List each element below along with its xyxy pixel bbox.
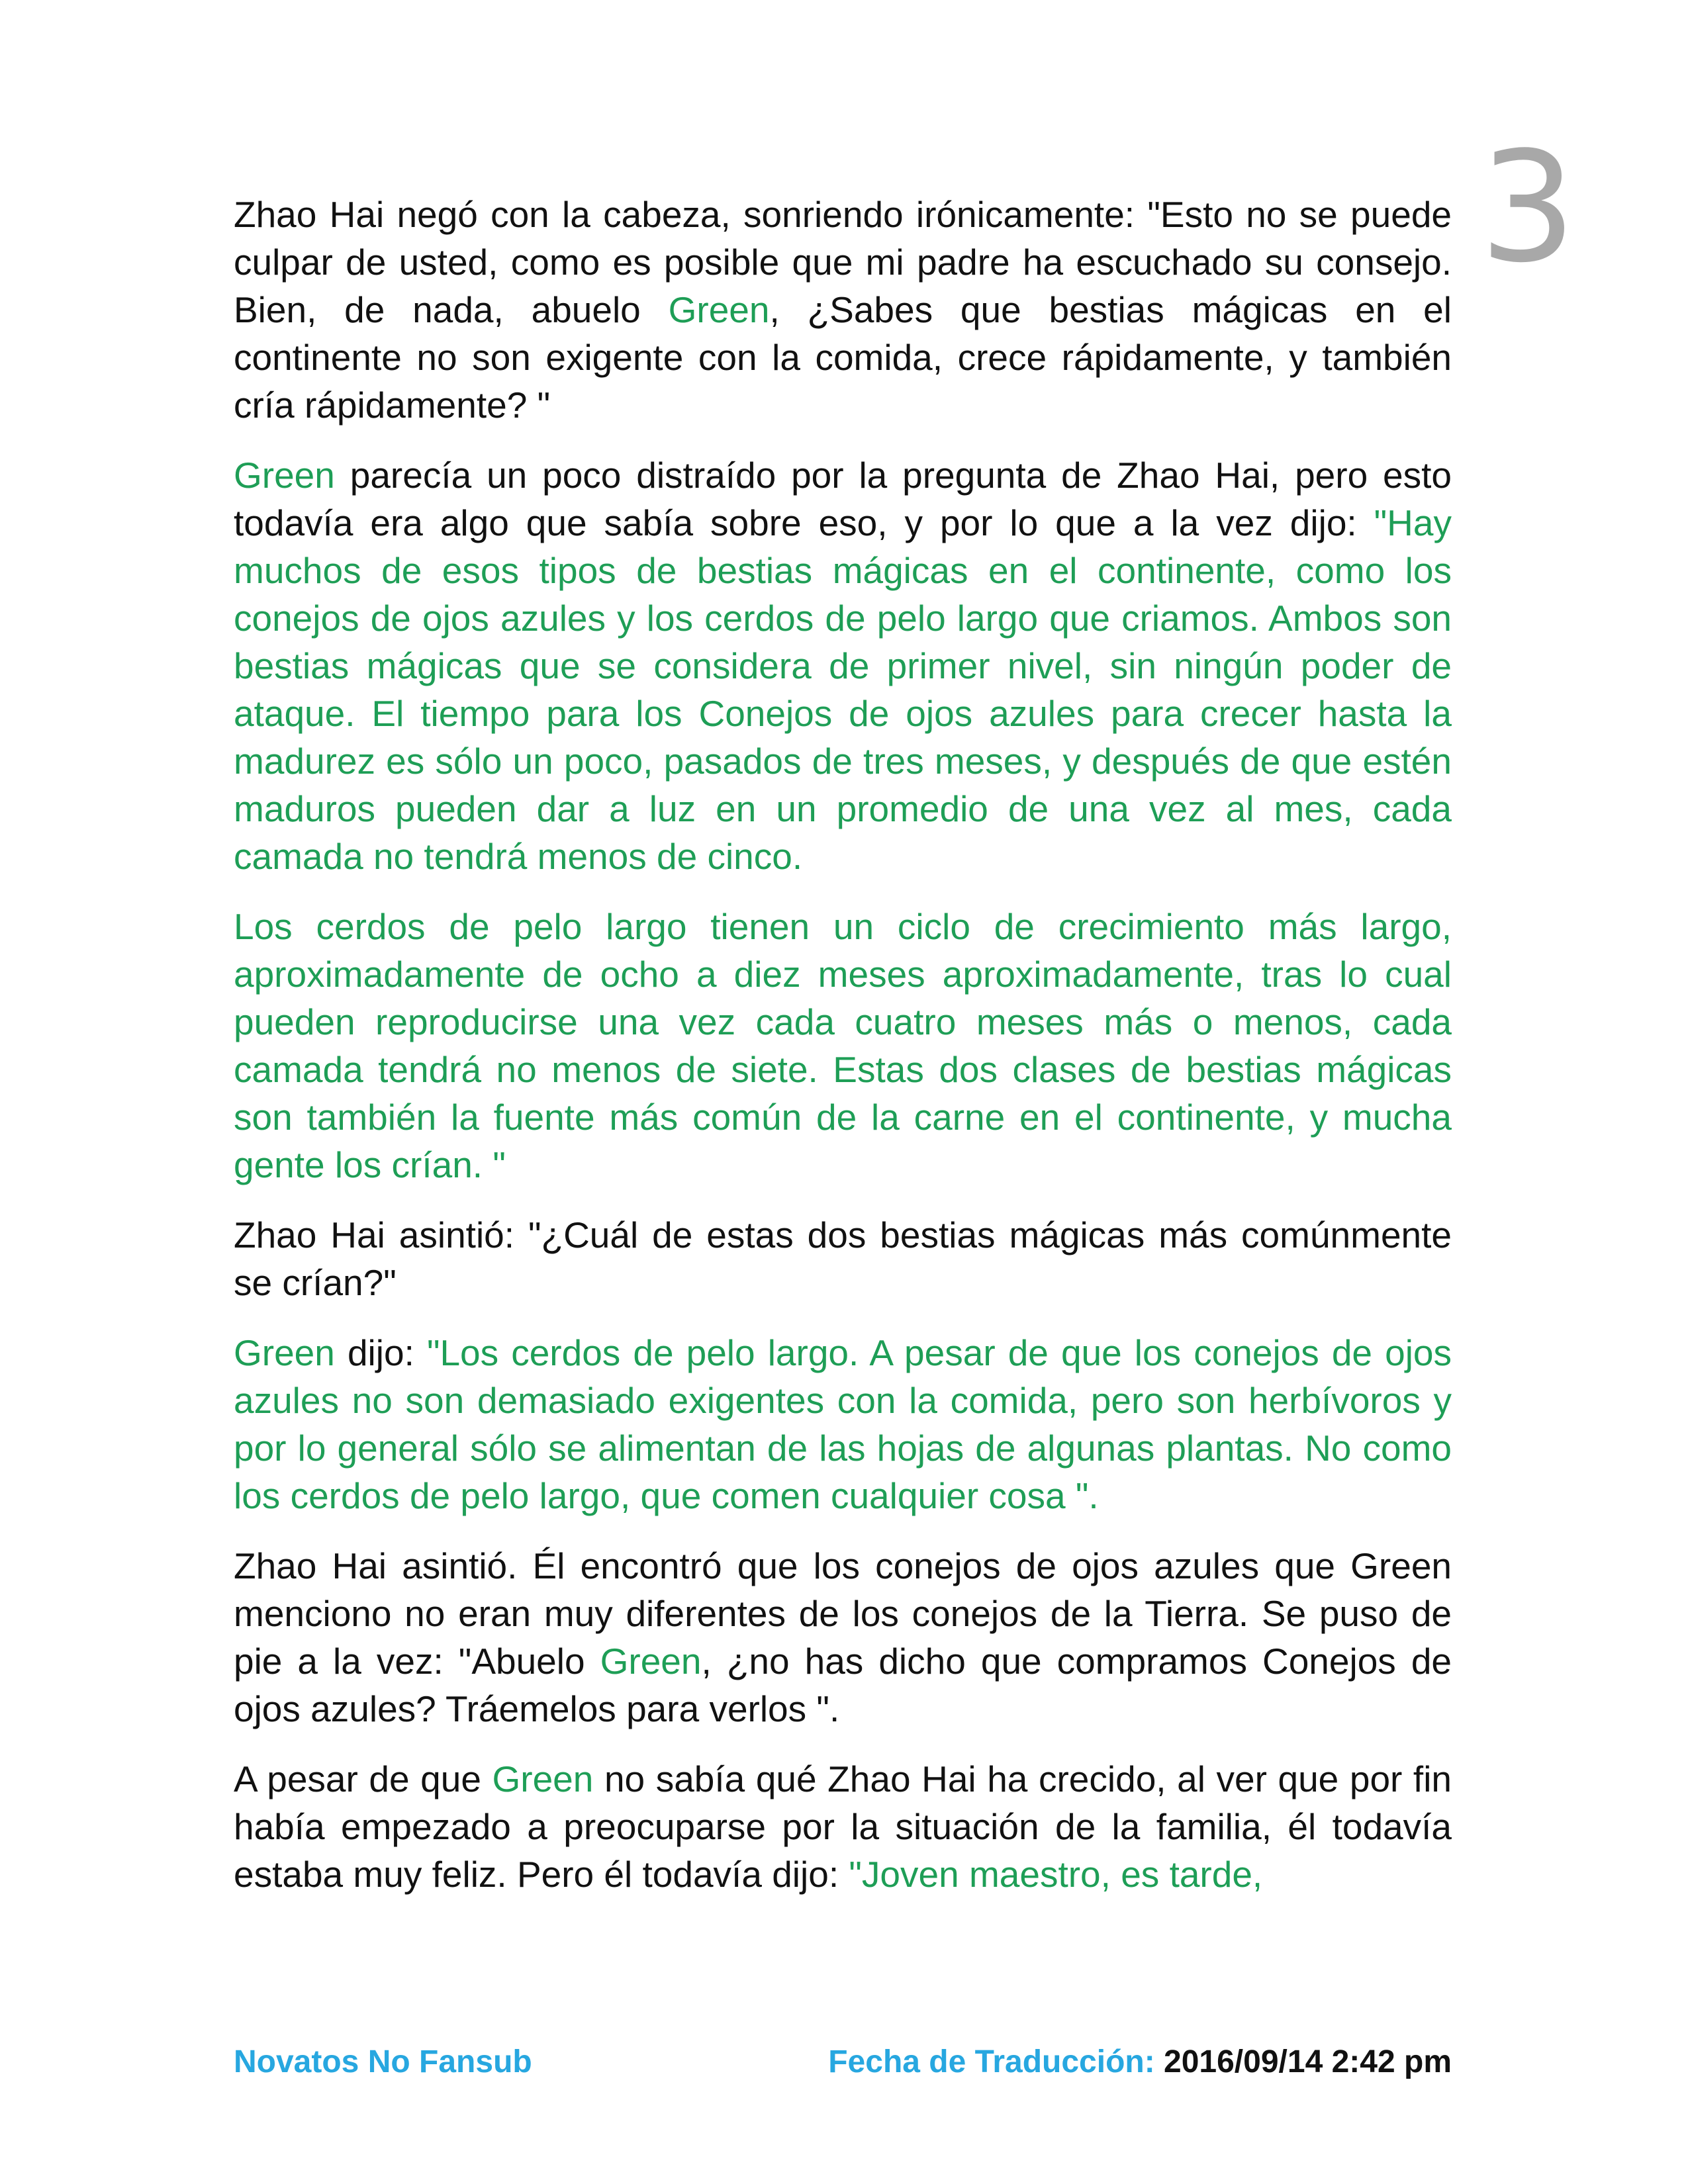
paragraph	[234, 1755, 1452, 1898]
narration-text: , ¿Sabes que bestias mágicas en el continente no son exigente con la comida, crece rápidamente, y también cría rápidamente? "	[234, 289, 1452, 426]
dialogue-text: Green	[234, 455, 335, 496]
dialogue-text: "Hay muchos de esos tipos de bestias mágicas en el continente, como los conejos de ojos azules y los cerdos de pelo largo que criamos. Ambos son bestias mágicas que se considera de primer nivel, sin ningún poder de ataque. El tiempo para los Conejos de ojos azules para crecer hasta la madurez es sólo un poco, pasados de tres meses, y después de que estén maduros pueden dar a luz en un promedio de una vez al mes, cada camada no tendrá menos de cinco.	[234, 502, 1452, 877]
narration-text: Zhao Hai asintió: "¿Cuál de estas dos bestias mágicas más comúnmente se crían?"	[234, 1214, 1452, 1303]
narration-text: A pesar de que	[234, 1758, 492, 1799]
footer-date-value: 2016/09/14 2:42 pm	[1154, 2044, 1452, 2079]
page-body	[234, 191, 1452, 1921]
paragraph	[234, 191, 1452, 429]
dialogue-text: "Joven maestro, es tarde,	[849, 1854, 1263, 1895]
footer-date-label: Fecha de Traducción:	[828, 2044, 1155, 2079]
narration-text: , ¿no has dicho que compramos Conejos de ojos azules? Tráemelos para verlos ".	[234, 1641, 1452, 1729]
dialogue-text: Green	[492, 1758, 594, 1799]
narration-text: no sabía qué Zhao Hai ha crecido, al ver que por fin había empezado a preocuparse por la situación de la familia, él todavía estaba muy feliz. Pero él todavía dijo:	[234, 1758, 1452, 1895]
narration-text: dijo:	[334, 1332, 427, 1373]
narration-text: Zhao Hai negó con la cabeza, sonriendo irónicamente: "Esto no se puede culpar de usted, como es posible que mi padre ha escuchado su consejo. Bien, de nada, abuelo	[234, 194, 1452, 330]
dialogue-text: Los cerdos de pelo largo tienen un ciclo de crecimiento más largo, aproximadamente de ocho a diez meses aproximadamente, tras lo cual pueden reproducirse una vez cada cuatro meses más o menos, cada camada tendrá no menos de siete. Estas dos clases de bestias mágicas son también la fuente más común de la carne en el continente, y mucha gente los crían. "	[234, 906, 1452, 1185]
paragraph	[234, 903, 1452, 1189]
narration-text: parecía un poco distraído por la pregunta de Zhao Hai, pero esto todavía era algo que sabía sobre eso, y por lo que a la vez dijo:	[234, 455, 1452, 543]
footer-group-name: Novatos No Fansub	[234, 2044, 532, 2079]
page-number: 3	[1479, 120, 1577, 296]
footer-translation-date	[828, 2044, 1452, 2080]
dialogue-text: "Los cerdos de pelo largo. A pesar de que los conejos de ojos azules no son demasiado exigentes con la comida, pero son herbívoros y por lo general sólo se alimentan de las hojas de algunas plantas. No como los cerdos de pelo largo, que comen cualquier cosa ".	[234, 1332, 1452, 1516]
paragraph	[234, 1211, 1452, 1306]
paragraph	[234, 1542, 1452, 1733]
dialogue-text: Green	[234, 1332, 335, 1373]
dialogue-text: Green	[600, 1641, 702, 1682]
dialogue-text: Green	[668, 289, 770, 330]
paragraph	[234, 451, 1452, 880]
narration-text: Zhao Hai asintió. Él encontró que los conejos de ojos azules que Green menciono no eran muy diferentes de los conejos de la Tierra. Se puso de pie a la vez: "Abuelo	[234, 1545, 1452, 1682]
paragraph	[234, 1329, 1452, 1520]
